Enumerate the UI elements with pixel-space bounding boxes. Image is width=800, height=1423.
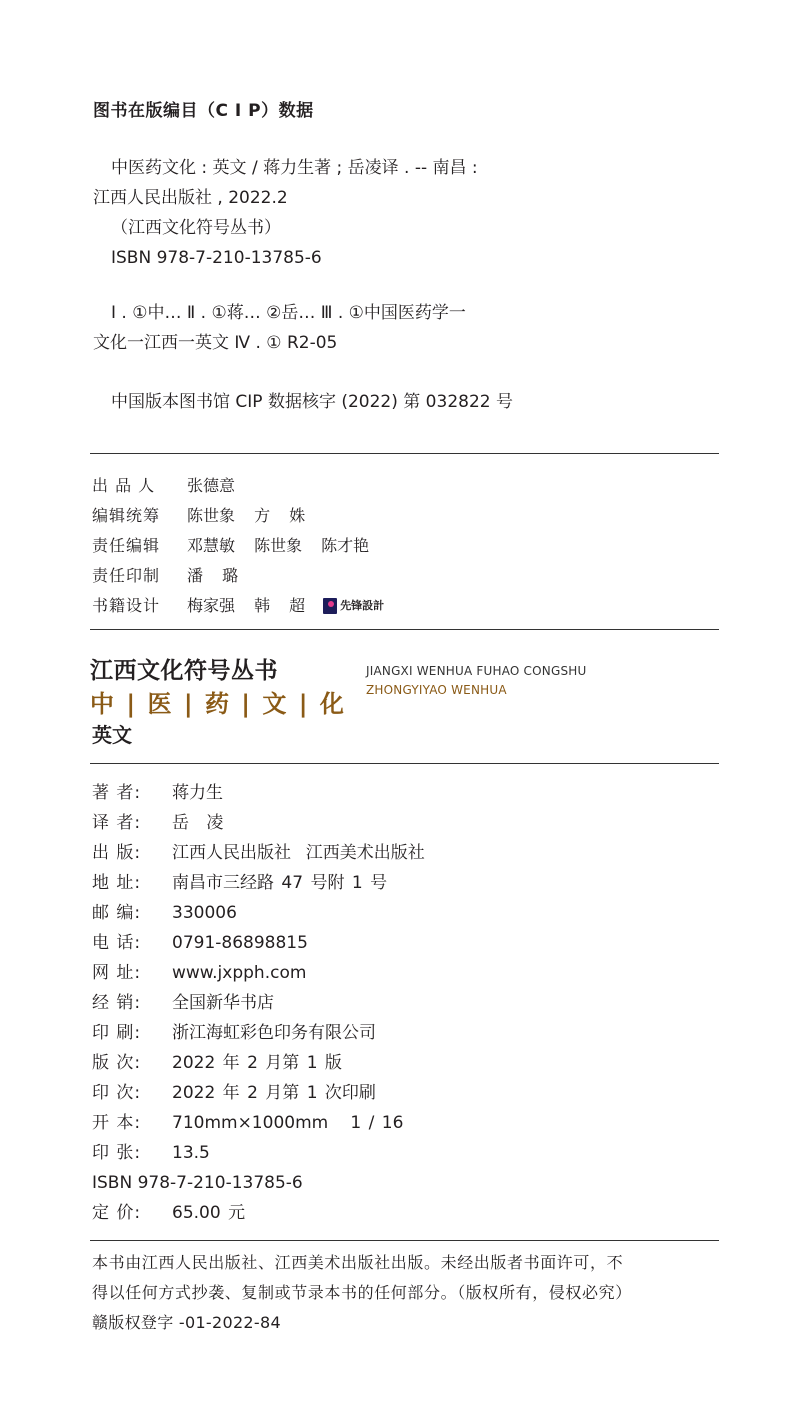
credit-row-editor: [92, 531, 384, 561]
info-value: 65.00 元: [172, 1203, 246, 1223]
info-row-publisher: [92, 838, 425, 868]
info-value: 2022 年 2 月第 1 次印刷: [172, 1083, 376, 1103]
divider: [90, 763, 719, 764]
info-row-distributor: [92, 988, 425, 1018]
info-label: 著 者:: [92, 783, 142, 803]
info-label: 网 址:: [92, 963, 142, 983]
info-row-printing: [92, 1078, 425, 1108]
divider: [90, 1240, 719, 1241]
info-label: 出 版:: [92, 843, 142, 863]
series-name: 江西文化符号丛书: [90, 657, 278, 684]
info-value: 江西人民出版社 江西美术出版社: [172, 843, 425, 863]
info-value: 2022 年 2 月第 1 版: [172, 1053, 342, 1073]
info-label: 印 刷:: [92, 1023, 142, 1043]
credit-row-design: [92, 591, 384, 621]
info-row-isbn: [92, 1168, 425, 1198]
info-label: 开 本:: [92, 1113, 142, 1133]
info-label: 印 次:: [92, 1083, 142, 1103]
credit-row-producer: [92, 471, 384, 501]
credit-value: 潘 璐: [187, 566, 239, 585]
info-label: 定 价:: [92, 1203, 142, 1223]
info-value: 南昌市三经路 47 号附 1 号: [172, 873, 388, 893]
design-studio-logo: [323, 591, 384, 621]
info-label: 经 销:: [92, 993, 142, 1013]
studio-logo-text: 先锋設計: [340, 599, 385, 612]
cip-line-series: （江西文化符号丛书）: [111, 218, 281, 238]
info-value: 330006: [172, 903, 237, 923]
info-value: 全国新华书店: [172, 993, 274, 1013]
credit-value: 张德意: [187, 476, 236, 495]
info-row-price: [92, 1198, 425, 1228]
info-label: 邮 编:: [92, 903, 142, 923]
info-row-postcode: [92, 898, 425, 928]
info-value: 岳 凌: [172, 813, 224, 833]
credit-label: 责任编辑: [92, 536, 161, 555]
credit-value: 梅家强 韩 超: [187, 596, 306, 615]
credit-label: 编辑统筹: [92, 506, 161, 525]
credit-row-printing: [92, 561, 384, 591]
info-label: 电 话:: [92, 933, 142, 953]
info-label: 印 张:: [92, 1143, 142, 1163]
info-row-format: [92, 1108, 425, 1138]
edition-language: 英文: [92, 723, 132, 747]
publication-info: [92, 778, 425, 1228]
studio-logo-icon: [323, 598, 337, 614]
series-name-pinyin: JIANGXI WENHUA FUHAO CONGSHU: [366, 664, 587, 678]
cip-line-publisher: 江西人民出版社 , 2022.2: [93, 188, 288, 208]
copyright-notice-line-1: 本书由江西人民出版社、江西美术出版社出版。未经出版者书面许可，不: [92, 1253, 624, 1272]
info-value: 710mm×1000mm 1 / 16: [172, 1113, 404, 1133]
info-label: 版 次:: [92, 1053, 142, 1073]
info-label: 译 者:: [92, 813, 142, 833]
info-row-edition: [92, 1048, 425, 1078]
credits-list: [92, 471, 384, 621]
copyright-notice-line-2: 得以任何方式抄袭、复制或节录本书的任何部分。（版权所有，侵权必究）: [92, 1283, 632, 1302]
info-value: 蒋力生: [172, 783, 223, 803]
credit-value: 邓慧敏 陈世象 陈才艳: [187, 536, 370, 555]
credit-row-coordinator: [92, 501, 384, 531]
info-row-sheets: [92, 1138, 425, 1168]
info-value: 0791-86898815: [172, 933, 308, 953]
info-value: 浙江海虹彩色印务有限公司: [172, 1023, 376, 1043]
credit-value: 陈世象 方 姝: [187, 506, 306, 525]
divider: [90, 629, 719, 630]
cip-title: 图书在版编目（C I P）数据: [93, 101, 314, 121]
cip-line-title: 中医药文化 : 英文 / 蒋力生著 ; 岳凌译 . -- 南昌 :: [111, 158, 478, 178]
credit-label: 书籍设计: [92, 596, 161, 615]
credit-label: 责任印制: [92, 566, 161, 585]
cip-line-isbn: ISBN 978-7-210-13785-6: [111, 248, 322, 268]
info-row-translator: [92, 808, 425, 838]
info-row-phone: [92, 928, 425, 958]
info-row-author: [92, 778, 425, 808]
cip-line-classification-2: 文化一江西一英文 Ⅳ . ① R2-05: [93, 333, 338, 353]
info-value: www.jxpph.com: [172, 963, 307, 983]
info-value: 13.5: [172, 1143, 210, 1163]
info-row-printer: [92, 1018, 425, 1048]
divider: [90, 453, 719, 454]
info-row-website: [92, 958, 425, 988]
cip-line-verification: 中国版本图书馆 CIP 数据核字 (2022) 第 032822 号: [111, 392, 513, 412]
info-label: 地 址:: [92, 873, 142, 893]
book-title-pinyin: ZHONGYIYAO WENHUA: [366, 683, 507, 697]
book-title: 中 | 医 | 药 | 文 | 化: [90, 690, 346, 718]
cip-line-classification-1: Ⅰ . ①中… Ⅱ . ①蒋… ②岳… Ⅲ . ①中国医药学一: [111, 303, 466, 323]
info-row-address: [92, 868, 425, 898]
isbn-text: ISBN 978-7-210-13785-6: [92, 1173, 303, 1193]
credit-label: 出 品 人: [92, 476, 156, 495]
copyright-registration: 赣版权登字 -01-2022-84: [92, 1313, 281, 1332]
